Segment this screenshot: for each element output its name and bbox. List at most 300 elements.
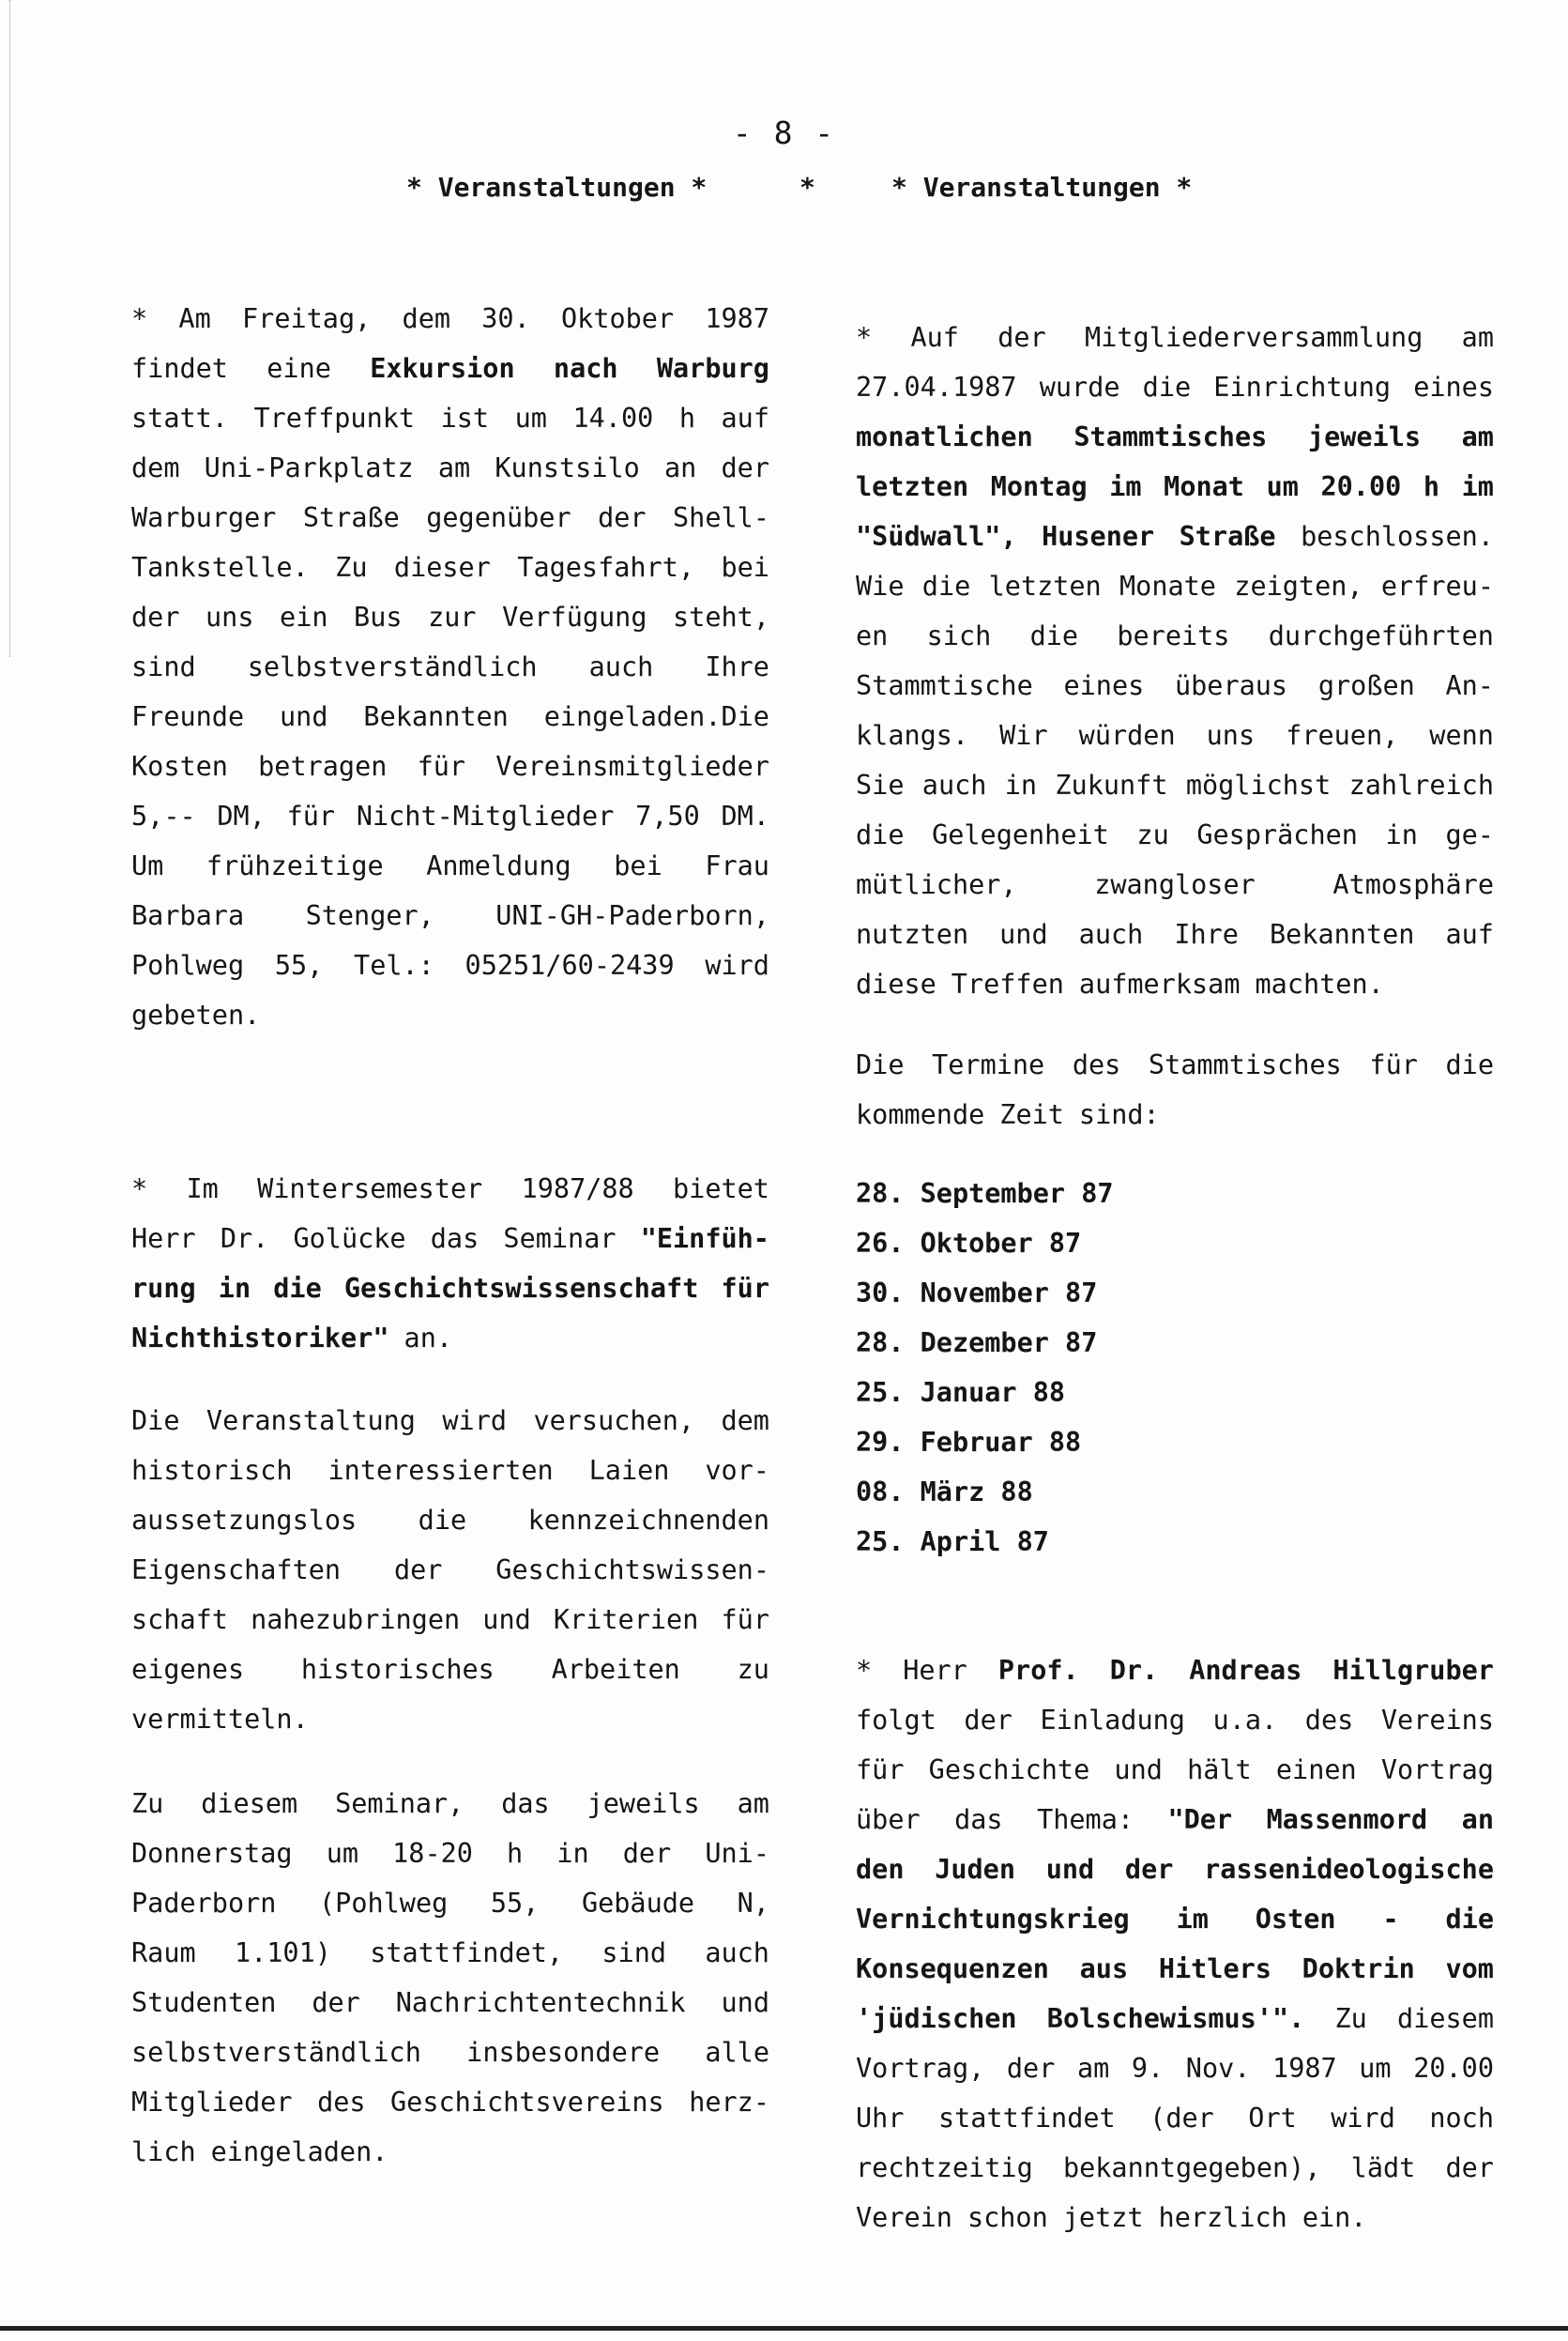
text-line	[131, 592, 769, 642]
text-line	[131, 493, 769, 543]
word: Warburger	[131, 502, 277, 533]
word: stattfindet,	[370, 1937, 564, 1968]
text-line	[856, 561, 1494, 611]
word: 1987/88	[521, 1173, 634, 1204]
word: 7,50	[635, 801, 700, 832]
word: uns	[1206, 720, 1256, 751]
text-line	[856, 860, 1494, 910]
word: Kriterien	[553, 1604, 699, 1635]
word: h	[1423, 471, 1440, 502]
word: Zu	[335, 552, 368, 583]
word: historisches	[300, 1654, 495, 1685]
word: Treffen	[951, 969, 1064, 1000]
word: 55,	[490, 1888, 540, 1919]
word: nahezubringen	[251, 1604, 461, 1635]
word: aus	[1079, 1953, 1129, 1984]
word: rassenideologische	[1204, 1854, 1494, 1885]
word: vom	[1445, 1953, 1494, 1984]
word: wurde	[1039, 372, 1120, 403]
text-line	[131, 294, 769, 344]
word: in	[1385, 819, 1418, 850]
word: um	[1266, 471, 1299, 502]
text-line	[856, 711, 1494, 760]
word: 55,	[274, 950, 324, 981]
word: Laien	[588, 1455, 670, 1486]
word: diesem	[201, 1788, 298, 1819]
word: das	[501, 1788, 550, 1819]
text-line	[131, 791, 769, 841]
text-line	[856, 1745, 1494, 1795]
word: Ihre	[705, 651, 769, 682]
word: -	[1382, 1904, 1399, 1935]
word: historisch	[131, 1455, 293, 1486]
word: 9.	[1131, 2053, 1165, 2084]
word: Mitglieder	[131, 2087, 293, 2118]
text-line	[131, 1828, 769, 1878]
word: monatlichen	[856, 421, 1033, 452]
word: stattfindet	[937, 2103, 1116, 2134]
word: Geschichtswissenschaft	[343, 1273, 699, 1304]
text-line	[131, 642, 769, 692]
word: Kunstsilo	[495, 452, 640, 483]
word: Studenten	[131, 1987, 277, 2018]
header-middle: *	[799, 172, 815, 203]
word: "Einfüh-	[640, 1223, 769, 1254]
word: Juden	[935, 1854, 1015, 1885]
word: Vernichtungskrieg	[856, 1904, 1130, 1935]
word: Freitag,	[242, 303, 372, 334]
word: 20.00	[1413, 2053, 1494, 2084]
text-line	[131, 1545, 769, 1595]
text-line	[856, 462, 1494, 512]
word: Stammtische	[856, 670, 1033, 701]
date-text: 30. November 87	[856, 1278, 1098, 1308]
word: bei	[614, 850, 662, 881]
header-left: * Veranstaltungen *	[406, 172, 708, 203]
word: Wie	[856, 571, 905, 602]
text-line	[856, 959, 1494, 1009]
word: in	[556, 1838, 589, 1869]
word: die	[921, 571, 971, 602]
word: Prof.	[997, 1655, 1079, 1686]
word: am	[1461, 322, 1494, 353]
text-line	[856, 1645, 1494, 1695]
text-line	[131, 1779, 769, 1828]
word: und	[1114, 1754, 1163, 1785]
word: Monat	[1164, 471, 1244, 502]
word: *	[131, 1173, 148, 1204]
word: lich	[131, 2136, 196, 2167]
word: betragen	[258, 751, 388, 782]
word: findet	[131, 353, 228, 384]
word: letzten	[856, 471, 969, 502]
word: eines	[1063, 670, 1145, 701]
text-line	[856, 1944, 1494, 1994]
word: Straße	[1179, 521, 1276, 552]
word: Verfügung	[502, 602, 647, 633]
word: dem	[721, 1405, 769, 1436]
page-number: - 8 -	[732, 115, 836, 151]
word: die	[273, 1273, 322, 1304]
date-item	[856, 1417, 1494, 1467]
word: steht,	[673, 602, 769, 633]
word: en	[856, 620, 889, 651]
text-line	[131, 1396, 769, 1446]
text-line	[131, 1164, 769, 1214]
word: Vortrag	[1380, 1754, 1494, 1785]
word: Bekannten	[363, 701, 509, 732]
word: am	[1461, 421, 1494, 452]
word: sind:	[1078, 1099, 1160, 1130]
text-line	[131, 2077, 769, 2127]
word: Anmeldung	[426, 850, 571, 881]
word: wenn	[1429, 720, 1494, 751]
word: Termine	[932, 1049, 1045, 1080]
word: vermitteln.	[131, 1704, 309, 1735]
word: den	[856, 1854, 905, 1885]
word: die	[1445, 1049, 1494, 1080]
date-item	[856, 1318, 1494, 1368]
word: Zu	[1334, 2003, 1367, 2034]
word: auch	[588, 651, 654, 682]
word: im	[1461, 471, 1494, 502]
word: und	[999, 919, 1048, 950]
word: 1.101)	[234, 1937, 331, 1968]
word: Geschichtswissen-	[495, 1554, 769, 1585]
word: Ort	[1248, 2103, 1297, 2134]
word: 1987	[705, 303, 769, 334]
word: 'jüdischen	[856, 2003, 1017, 2034]
word: Pohlweg	[131, 950, 245, 981]
word: 1987	[1272, 2053, 1337, 2084]
word: durchgeführten	[1268, 620, 1494, 651]
word: Tagesfahrt,	[517, 552, 695, 583]
word: auf	[721, 403, 769, 434]
word: beschlossen.	[1301, 521, 1494, 552]
text-line	[131, 1263, 769, 1313]
date-text: 25. April 87	[856, 1526, 1049, 1557]
word: rung	[131, 1273, 196, 1304]
word: des	[1072, 1049, 1121, 1080]
word: für	[721, 1273, 769, 1304]
text-line	[856, 611, 1494, 661]
text-line	[131, 742, 769, 791]
word: UNI-GH-Paderborn,	[495, 900, 769, 931]
word: interessierten	[327, 1455, 554, 1486]
word: um	[326, 1838, 359, 1869]
text-line	[131, 393, 769, 443]
word: über	[856, 1804, 921, 1835]
word: nutzten	[856, 919, 969, 950]
text-line	[856, 1695, 1494, 1745]
text-line	[131, 1214, 769, 1263]
text-line	[856, 2143, 1494, 2193]
word: (der	[1149, 2103, 1214, 2134]
word: wird	[442, 1405, 508, 1436]
word: aufmerksam	[1078, 969, 1241, 1000]
text-line	[856, 412, 1494, 462]
word: Dr.	[1109, 1655, 1159, 1686]
word: möglichst	[1185, 770, 1332, 801]
word: an	[1461, 1804, 1494, 1835]
word: Exkursion	[370, 353, 515, 384]
word: (Pohlweg	[319, 1888, 449, 1919]
word: Thema:	[1037, 1804, 1134, 1835]
word: der	[1006, 2053, 1056, 2084]
word: kommende	[856, 1099, 985, 1130]
word: *	[131, 303, 148, 334]
word: Seminar,	[335, 1788, 464, 1819]
word: selbstverständlich	[131, 2037, 421, 2068]
word: großen	[1317, 670, 1415, 701]
text-line	[131, 891, 769, 941]
bottom-rule	[0, 2326, 1568, 2331]
word: und	[280, 701, 328, 732]
word: h	[507, 1838, 524, 1869]
word: der	[622, 1838, 672, 1869]
word: jeweils	[1307, 421, 1422, 452]
word: um	[1359, 2053, 1392, 2084]
stammtisch-announcement	[856, 313, 1494, 1009]
word: sind	[131, 651, 196, 682]
word: Geschichte	[928, 1754, 1090, 1785]
text-line	[131, 443, 769, 493]
word: eine	[266, 353, 331, 384]
word: gegenüber	[426, 502, 571, 533]
word: und	[1045, 1854, 1095, 1885]
word: der	[964, 1705, 1012, 1736]
text-line	[131, 2027, 769, 2077]
word: Nachrichtentechnik	[395, 1987, 686, 2018]
word: sind	[601, 1937, 667, 1968]
word: An-	[1445, 670, 1494, 701]
word: rechtzeitig	[856, 2152, 1033, 2183]
text-line	[856, 910, 1494, 959]
word: Kosten	[131, 751, 228, 782]
text-line	[131, 1446, 769, 1495]
word: zahlreich	[1348, 770, 1494, 801]
word: Konsequenzen	[856, 1953, 1049, 1984]
word: Zukunft	[1055, 770, 1168, 801]
word: Auf	[910, 322, 959, 353]
word: Arbeiten	[551, 1654, 680, 1685]
word: Warburg	[656, 353, 769, 384]
word: 05251/60-2439	[464, 950, 675, 981]
date-text: 08. März 88	[856, 1477, 1033, 1507]
word: Geschichtsvereins	[390, 2087, 664, 2118]
word: Frau	[705, 850, 769, 881]
word: Vereinsmitglieder	[495, 751, 769, 782]
word: der	[1445, 2152, 1494, 2183]
text-line	[856, 661, 1494, 711]
word: Am	[178, 303, 211, 334]
word: der	[131, 602, 180, 633]
word: um	[514, 403, 547, 434]
word: am	[437, 452, 471, 483]
word: Andreas	[1189, 1655, 1302, 1686]
word: Verein	[856, 2202, 952, 2233]
word: 30.	[481, 303, 530, 334]
word: "Südwall",	[856, 521, 1017, 552]
word: Nicht-Mitglieder	[356, 801, 615, 832]
word: Vortrag,	[856, 2053, 985, 2084]
text-line	[856, 1040, 1494, 1090]
word: zur	[428, 602, 477, 633]
word: Uhr	[856, 2103, 905, 2134]
word: Stammtisches	[1148, 1049, 1342, 1080]
date-text: 29. Februar 88	[856, 1427, 1082, 1458]
word: kennzeichnenden	[527, 1505, 769, 1536]
text-line	[131, 1595, 769, 1645]
word: auf	[1445, 919, 1494, 950]
word: an	[664, 452, 697, 483]
word: Einladung	[1040, 1705, 1185, 1736]
word: auch	[921, 770, 987, 801]
word: Einrichtung	[1213, 372, 1392, 403]
word: lädt	[1350, 2152, 1416, 2183]
word: Golücke	[293, 1223, 406, 1254]
word: diese	[856, 969, 936, 1000]
lecture-announcement	[856, 1645, 1494, 2242]
word: für	[417, 751, 466, 782]
text-line	[856, 1090, 1494, 1140]
date-item	[856, 1169, 1494, 1218]
word: der	[598, 502, 647, 533]
word: Nov.	[1185, 2053, 1251, 2084]
word: diesem	[1397, 2003, 1494, 2034]
word: der	[721, 452, 769, 483]
word: DM.	[721, 801, 769, 832]
word: Husener	[1042, 521, 1155, 552]
word: zu	[1136, 819, 1169, 850]
word: auch	[705, 1937, 769, 1968]
word: aussetzungslos	[131, 1505, 358, 1536]
word: Straße	[302, 502, 400, 533]
word: der	[312, 1987, 360, 2018]
seminar-description	[131, 1396, 769, 1744]
word: versuchen,	[533, 1405, 695, 1436]
word: und	[721, 1987, 769, 2018]
word: das	[954, 1804, 1003, 1835]
word: Herr	[903, 1655, 967, 1686]
word: die	[418, 1505, 467, 1536]
word: die	[856, 819, 905, 850]
word: Ihre	[1174, 919, 1239, 950]
text-line	[131, 1694, 769, 1744]
text-line	[856, 2193, 1494, 2242]
page-header	[0, 172, 1568, 219]
word: schon	[967, 2202, 1048, 2233]
text-line	[131, 1928, 769, 1978]
text-line	[856, 810, 1494, 860]
word: bietet	[673, 1173, 769, 1204]
text-line	[856, 512, 1494, 561]
word: eines	[1413, 372, 1494, 403]
word: wird	[705, 950, 769, 981]
word: der	[997, 322, 1046, 353]
text-line	[131, 990, 769, 1040]
word: Bolschewismus'".	[1046, 2003, 1305, 2034]
word: jeweils	[586, 1788, 700, 1819]
word: eingeladen.	[210, 2136, 388, 2167]
word: zeigten,	[1234, 571, 1363, 602]
word: DM,	[217, 801, 266, 832]
word: überaus	[1174, 670, 1288, 701]
word: und	[482, 1604, 531, 1635]
word: Gelegenheit	[932, 819, 1109, 850]
text-line	[131, 1313, 769, 1363]
word: ist	[440, 403, 490, 434]
word: *	[856, 1655, 873, 1686]
date-item	[856, 1268, 1494, 1318]
word: am	[1076, 2053, 1110, 2084]
word: Im	[186, 1173, 219, 1204]
date-item	[856, 1218, 1494, 1268]
word: der	[1124, 1854, 1174, 1885]
text-line	[856, 313, 1494, 362]
word: Osten	[1255, 1904, 1336, 1935]
seminar-invitation	[131, 1779, 769, 2177]
word: Hitlers	[1158, 1953, 1271, 1984]
word: für	[1369, 1049, 1418, 1080]
word: Gesprächen	[1196, 819, 1358, 850]
word: Die	[131, 1405, 180, 1436]
word: Donnerstag	[131, 1838, 293, 1869]
word: in	[1004, 770, 1038, 801]
word: Paderborn	[131, 1888, 277, 1919]
word: würden	[1078, 720, 1176, 751]
date-item	[856, 1517, 1494, 1567]
word: zu	[737, 1654, 769, 1685]
header-right: * Veranstaltungen *	[891, 172, 1193, 203]
word: ein	[280, 602, 328, 633]
word: Bekannten	[1270, 919, 1415, 950]
word: Uni-	[705, 1838, 769, 1869]
word: im	[1109, 471, 1142, 502]
word: die	[1142, 372, 1192, 403]
word: Vereins	[1380, 1705, 1494, 1736]
word: dieser	[393, 552, 491, 583]
date-text: 28. September 87	[856, 1178, 1114, 1209]
word: das	[430, 1223, 480, 1254]
word: selbstverständlich	[247, 651, 538, 682]
scan-margin-marks	[9, 0, 12, 657]
word: noch	[1429, 2103, 1494, 2134]
word: Nichthistoriker"	[131, 1323, 389, 1354]
word: auch	[1078, 919, 1144, 950]
word: 27.04.1987	[856, 372, 1017, 403]
word: des	[317, 2087, 366, 2118]
word: wird	[1331, 2103, 1395, 2134]
word: Stammtisches	[1073, 421, 1268, 452]
word: Um	[131, 850, 164, 881]
seminar-announcement	[131, 1164, 769, 1363]
word: zwangloser	[1094, 869, 1256, 900]
word: Freunde	[131, 701, 245, 732]
word: eingeladen.Die	[543, 701, 769, 732]
word: 14.00	[572, 403, 654, 434]
word: uns	[206, 602, 254, 633]
text-line	[131, 941, 769, 990]
word: schaft	[131, 1604, 228, 1635]
word: Doktrin	[1302, 1953, 1415, 1984]
word: des	[1304, 1705, 1354, 1736]
text-line	[131, 1495, 769, 1545]
word: für	[721, 1604, 769, 1635]
word: vor-	[705, 1455, 769, 1486]
date-item	[856, 1368, 1494, 1417]
word: dem	[402, 303, 451, 334]
